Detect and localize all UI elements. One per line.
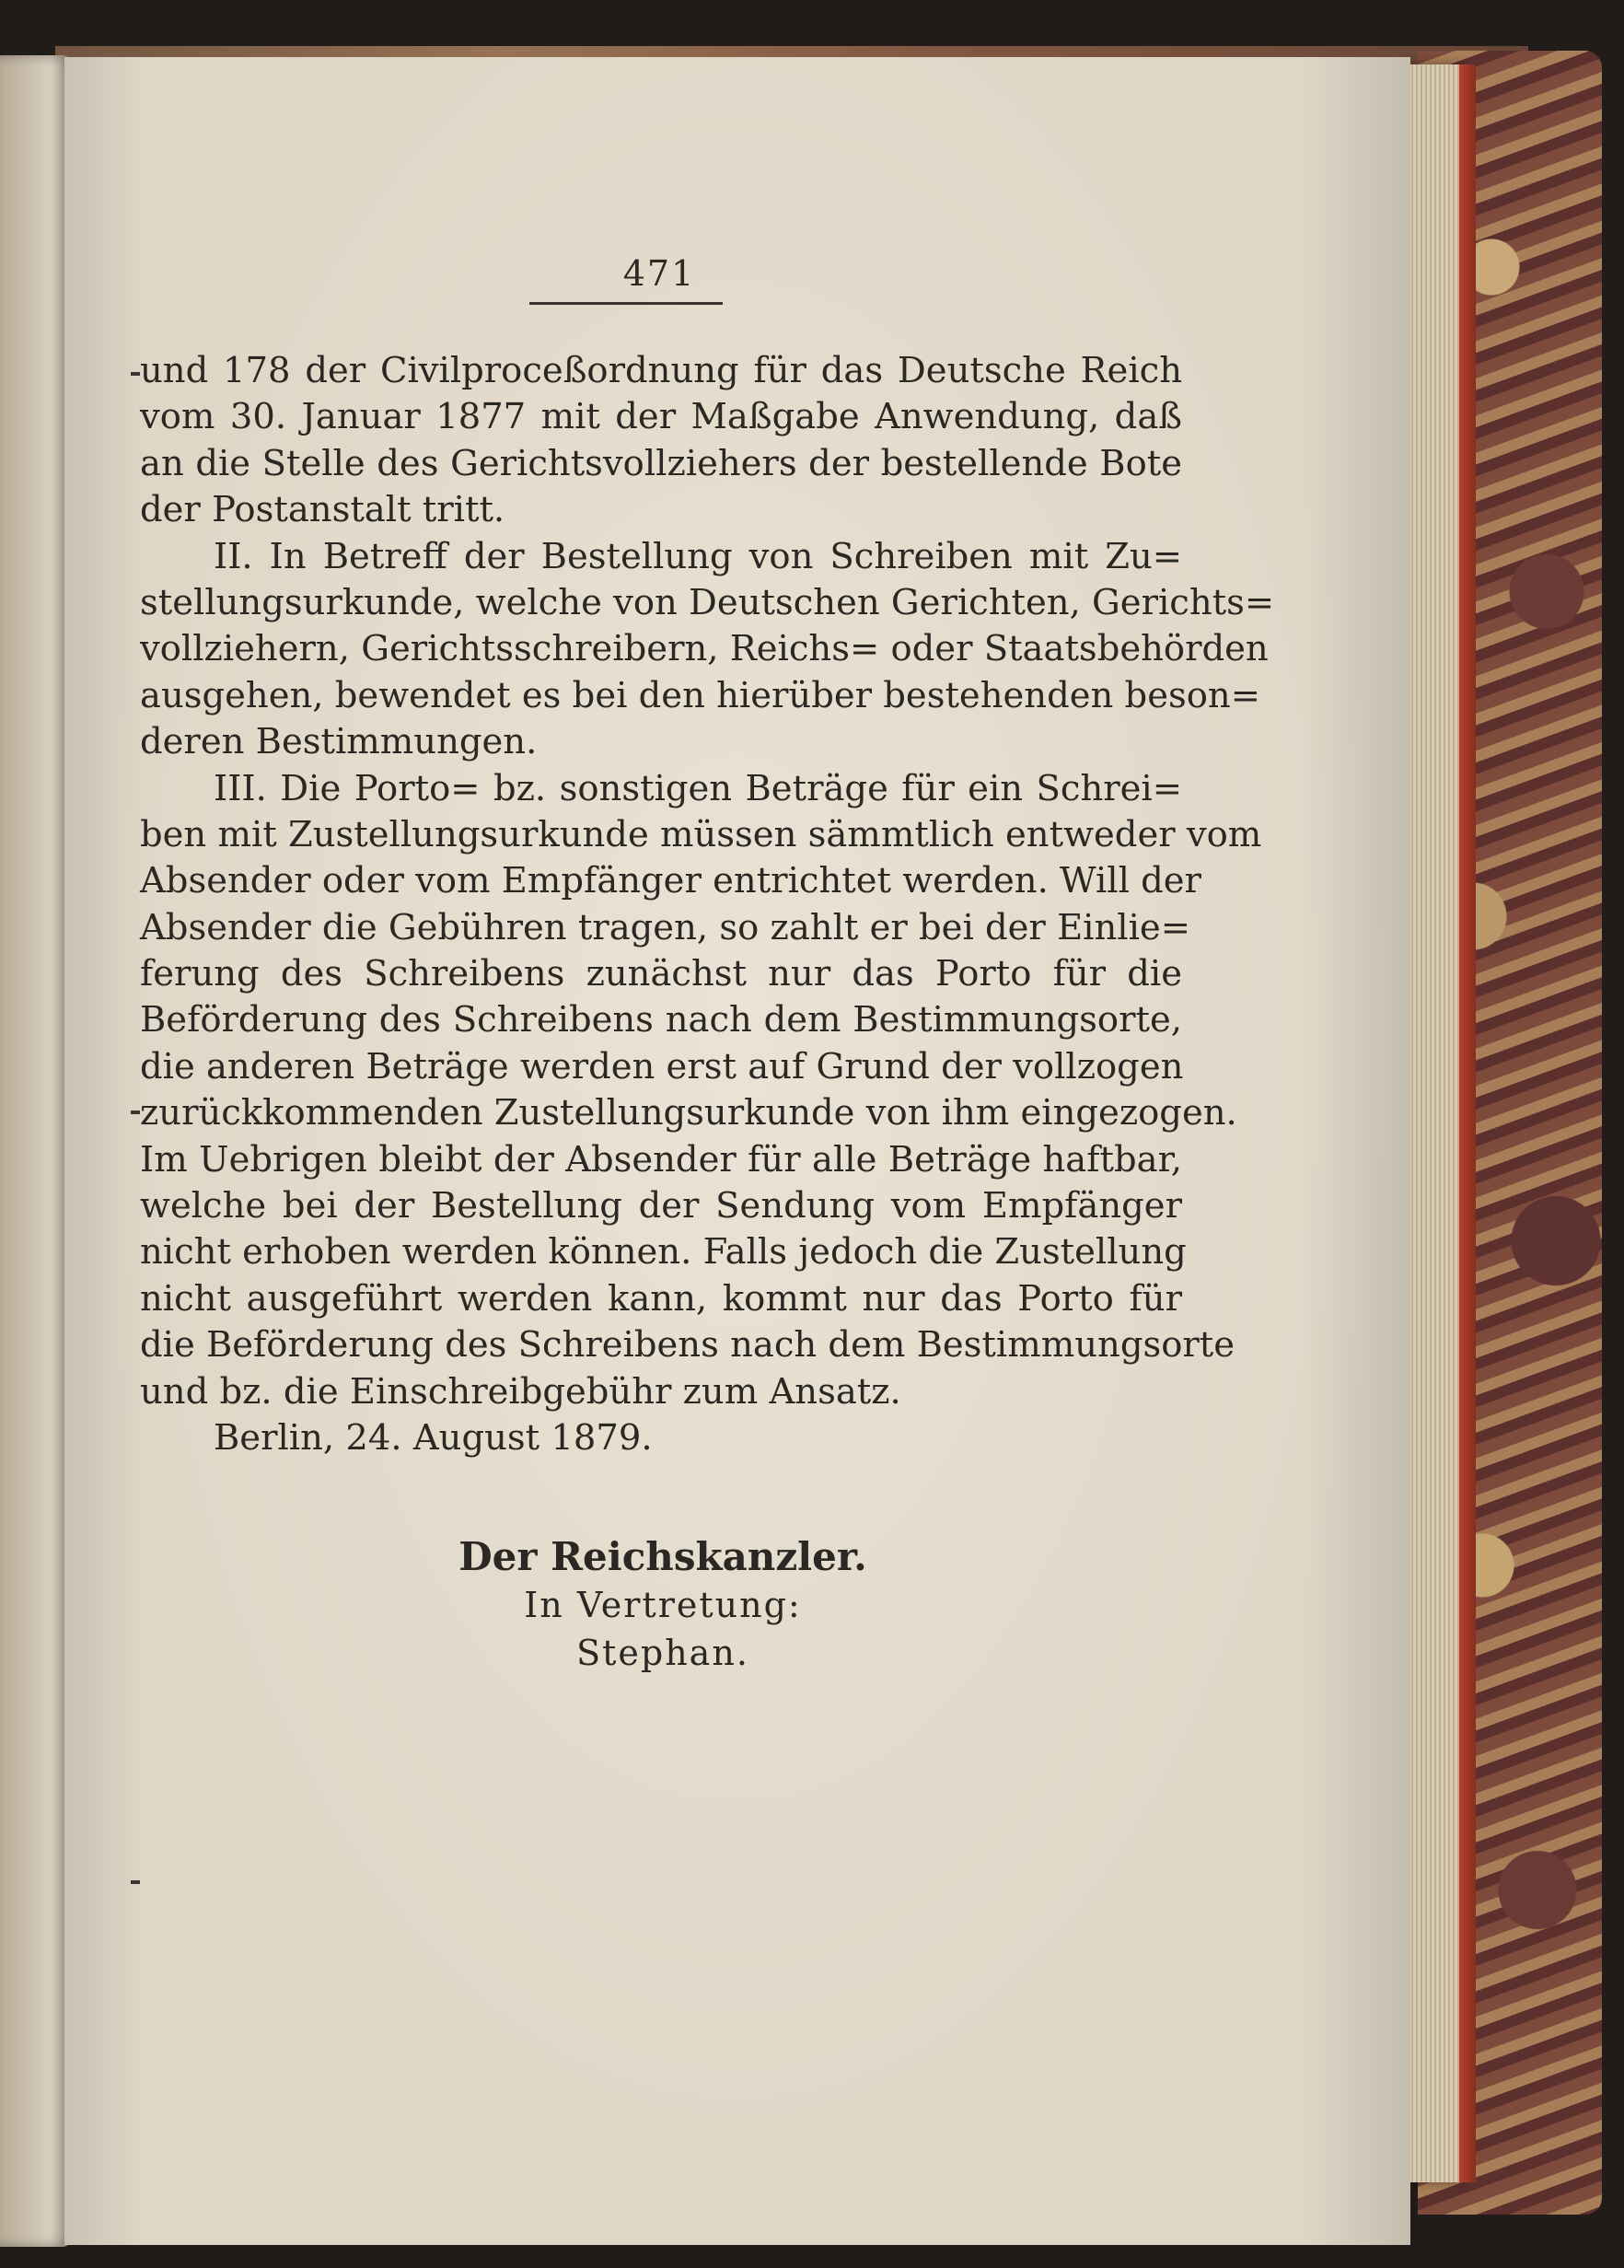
- signature-role: In Vertretung:: [524, 1585, 802, 1625]
- text-line: zurückkommenden Zustellungsurkunde von ihm eingezogen.: [140, 1092, 1237, 1134]
- text-line: ben mit Zustellungsurkunde müssen sämmtlich entweder vom: [140, 813, 1262, 855]
- text-line: ausgehen, bewendet es bei den hierüber bestehenden beson=: [140, 674, 1260, 716]
- binding-mark: [131, 1880, 140, 1884]
- text-line: nicht erhoben werden können. Falls jedoch die Zustellung: [140, 1231, 1187, 1274]
- signature-title: Der Reichskanzler.: [458, 1534, 867, 1579]
- text-line: vom 30. Januar 1877 mit der Maßgabe Anwendung, daß: [140, 396, 1182, 438]
- header-rule: [529, 302, 723, 305]
- text-line: ferung des Schreibens zunächst nur das Porto für die: [140, 953, 1182, 995]
- text-line: vollziehern, Gerichtsschreibern, Reichs= oder Staatsbehörden: [140, 628, 1269, 670]
- page-number: 471: [622, 253, 696, 294]
- left-page-edge: [0, 55, 72, 2247]
- text-line: Absender die Gebühren tragen, so zahlt er bei der Einlie=: [140, 906, 1190, 948]
- signature-name: Stephan.: [576, 1633, 749, 1673]
- signature-block: [433, 1533, 893, 1677]
- body-text: [140, 348, 1275, 1461]
- text-line: und bz. die Einschreibgebühr zum Ansatz.: [140, 1370, 901, 1413]
- date-line: Berlin, 24. August 1879.: [214, 1416, 653, 1459]
- text-line: Beförderung des Schreibens nach dem Bestimmungsorte,: [140, 999, 1182, 1041]
- text-line: nicht ausgeführt werden kann, kommt nur das Porto für: [140, 1277, 1182, 1320]
- text-line: an die Stelle des Gerichtsvollziehers der bestellende Bote: [140, 442, 1182, 484]
- text-line: der Postanstalt tritt.: [140, 489, 505, 531]
- text-line: III. Die Porto= bz. sonstigen Beträge für ein Schrei=: [214, 767, 1182, 809]
- text-line: und 178 der Civilproceßordnung für das Deutsche Reich: [140, 350, 1182, 391]
- text-line: die anderen Beträge werden erst auf Grund der vollzogen: [140, 1045, 1184, 1087]
- binding-mark: [131, 372, 140, 376]
- text-line: stellungsurkunde, welche von Deutschen Gerichten, Gerichts=: [140, 581, 1275, 623]
- text-line: Im Uebrigen bleibt der Absender für alle Beträge haftbar,: [140, 1138, 1182, 1181]
- text-line: welche bei der Bestellung der Sendung vom Empfänger: [140, 1185, 1182, 1227]
- text-line: Absender oder vom Empfänger entrichtet werden. Will der: [140, 860, 1201, 902]
- text-line: II. In Betreff der Bestellung von Schreiben mit Zu=: [214, 535, 1182, 577]
- binding-mark: [131, 1111, 140, 1114]
- text-line: deren Bestimmungen.: [140, 721, 538, 763]
- text-line: die Beförderung des Schreibens nach dem Bestimmungsorte: [140, 1324, 1235, 1367]
